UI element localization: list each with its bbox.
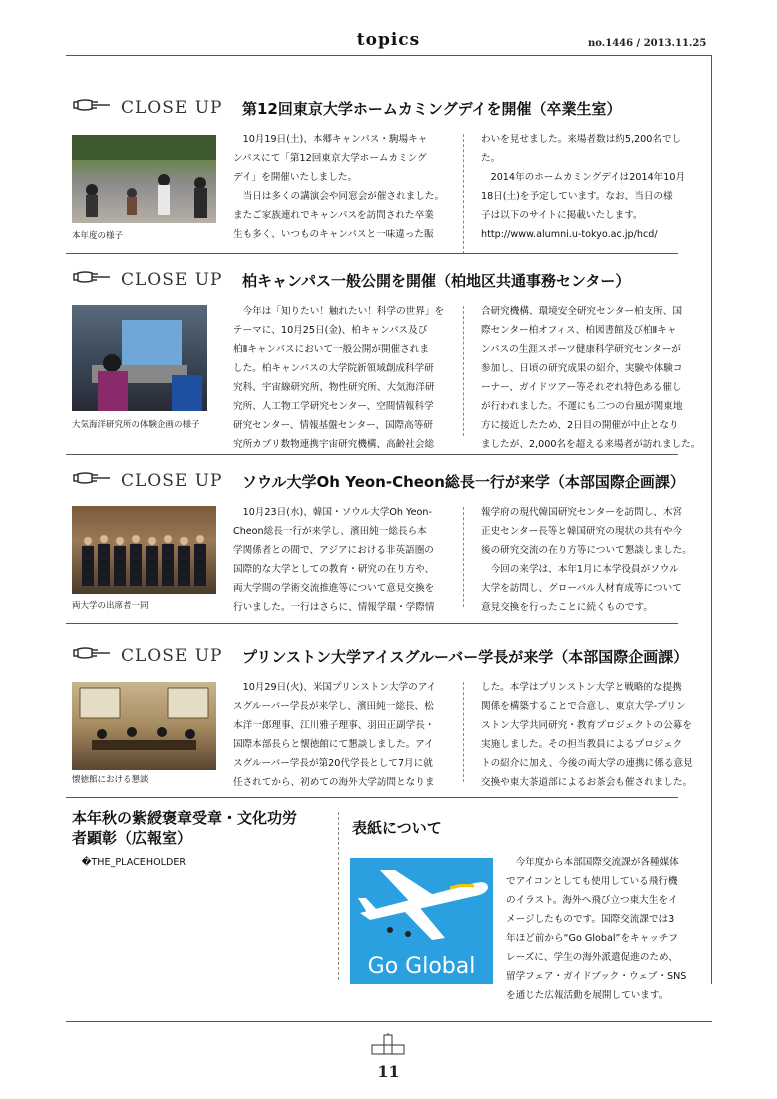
section-title: 表紙について — [352, 819, 442, 837]
column-divider — [463, 507, 464, 607]
page-header-title: topics — [356, 30, 421, 50]
photo-seoul — [72, 506, 216, 594]
column-divider — [463, 306, 464, 436]
header-rule — [66, 55, 712, 56]
article-body-col2: わいを見せました。来場者数は約5,200名でし た。 2014年のホームカミングデイは2014年10月 18日(土)を予定しています。なお、当日の様 子は以下のサイトに掲載いたします。 http://www.alumni.u-tokyo.ac.jp/hcd/ — [481, 134, 686, 240]
paragraph: 10月19日(土)、本郷キャンパス・駒場キャ ンパスにて「第12回東京大学ホームカミング デイ」を開催いたしました。 — [233, 134, 428, 183]
photo-caption: 本年度の様子 — [72, 231, 124, 241]
article-title: ソウル大学Oh Yeon-Cheon総長一行が来学（本部国際企画課） — [242, 473, 685, 491]
cover-image-text: Go Global — [367, 954, 476, 979]
article-title: プリンストン大学アイスグルーバー学長が来学（本部国際企画課） — [242, 648, 689, 666]
closeup-label: CLOSE UP — [121, 98, 223, 118]
photo-princeton — [72, 682, 216, 770]
pointing-hand-icon — [72, 97, 112, 113]
article-body-col1 — [233, 130, 455, 244]
article-body-col2: した。本学はプリンストン大学と戦略的な提携 関係を構築することで合意し、東京大学-プリン ストン大学共同研究・教育プロジェクトの公募を 実施しました。その担当教員によるプロジェク トの紹介に加え、今後の両大学の連携に係る意見 交換や東大茶道部によるお茶会も催されました。 — [481, 682, 693, 788]
article-body-col2: 報学府の現代韓国研究センターを訪問し、木宮 正史センター長等と韓国研究の現状の共有や今 後の研究交流の在り方等について懇談しました。 今回の来学は、本年1月に本学役員がソウル 大学を訪問し、グローバル人材育成等について 意見交換を行ったことに続くものです。 — [481, 507, 692, 613]
airplane-icon — [350, 858, 493, 958]
column-divider — [338, 812, 339, 980]
yasuda-auditorium-icon — [370, 1033, 406, 1055]
closeup-label: CLOSE UP — [121, 471, 223, 491]
article-title: 柏キャンパス一般公開を開催（柏地区共通事務センター） — [242, 272, 631, 290]
photo-caption: 両大学の出席者一同 — [72, 601, 149, 611]
pointing-hand-icon — [72, 645, 112, 661]
award-body: �THE_PLACEHOLDER — [81, 857, 187, 868]
closeup-label: CLOSE UP — [121, 270, 223, 290]
section-rule — [66, 797, 678, 798]
cover-body: 今年度から本部国際交流課が各種媒体 でアイコンとしても使用している飛行機 のイラスト。海外へ飛び立つ東大生をイ メージしたものです。国際交流課では3 年ほど前から“Go Global”をキャッチフ レーズに、学生の海外派遣促進のため、 留学フェア・ガイドブック・ウェブ・SNS を通じた広報活動を展開しています。 — [506, 857, 687, 1001]
footer-rule — [66, 1021, 712, 1022]
pointing-hand-icon — [72, 470, 112, 486]
article-body-col1: 今年は「知りたい！触れたい！科学の世界」を テーマに、10月25日(金)、柏キャンパス及び 柏Ⅱキャンパスにおいて一般公開が開催されま した。柏キャンパスの大学院新領域創成科学研 究科、宇宙線研究所、物性研究所、大気海洋研 究所、人工物工学研究センター、空間情報科学 研究センター、情報基盤センター、国際高等研 究所カブリ数物連携宇宙研究機構、高齢社会総 — [233, 306, 445, 450]
column-divider — [463, 134, 464, 254]
section-rule — [66, 253, 678, 254]
photo-caption: 大気海洋研究所の体験企画の様子 — [72, 420, 200, 430]
section-rule — [66, 623, 678, 624]
page-number: 11 — [377, 1062, 400, 1081]
section-rule — [66, 454, 678, 455]
photo-kashiwa — [72, 305, 207, 411]
issue-number: no.1446 / 2013.11.25 — [588, 38, 707, 49]
article-body-col1: 10月29日(火)、米国プリンストン大学のアイ スグルーバー学長が来学し、濱田純一総長、松 本洋一郎理事、江川雅子理事、羽田正副学長・ 国際本部長らと懐徳館にて懇談しました。アイ スグルーバー学長が第20代学長として7月に就 任されてから、初めての海外大学訪問となりま — [233, 682, 437, 788]
right-border — [711, 55, 712, 984]
photo-homecoming — [72, 135, 216, 223]
closeup-label: CLOSE UP — [121, 646, 223, 666]
article-title: 第12回東京大学ホームカミングデイを開催（卒業生室） — [242, 100, 622, 118]
article-body-col2: 合研究機構、環境安全研究センター柏支所、国 際センター柏オフィス、柏図書館及び柏Ⅱキャ ンパスの生涯スポーツ健康科学研究センターが 参加し、日頃の研究成果の紹介、実験や体験コ ーナー、ガイドツアー等それぞれ特色ある催し が行われました。不運にも二つの台風が関東地 方に接近したため、2日目の開催が中止となり ましたが、2,000名を超える来場者が訪れました。 — [481, 306, 701, 450]
photo-caption: 懐徳館における懇談 — [72, 775, 149, 785]
section-title: 本年秋の紫綬褒章受章・文化功労 者顕彰（広報室） — [72, 809, 298, 847]
pointing-hand-icon — [72, 269, 112, 285]
article-body-col1: 10月23日(水)、韓国・ソウル大学Oh Yeon- Cheon総長一行が来学し、濱田純一総長ら本 学関係者との間で、アジアにおける非英語圏の 国際的な大学としての教育・研究の在り方や、 両大学間の学術交流推進等について意見交換を 行いました。一行はさらに、情報学環・学際情 — [233, 507, 435, 613]
column-divider — [463, 682, 464, 782]
paragraph: 当日は多くの講演会や同窓会が催されました。 またご家族連れでキャンパスを訪問された卒業 生も多く、いつものキャンパスと一味違った賑 — [233, 191, 445, 240]
cover-image — [350, 858, 493, 984]
